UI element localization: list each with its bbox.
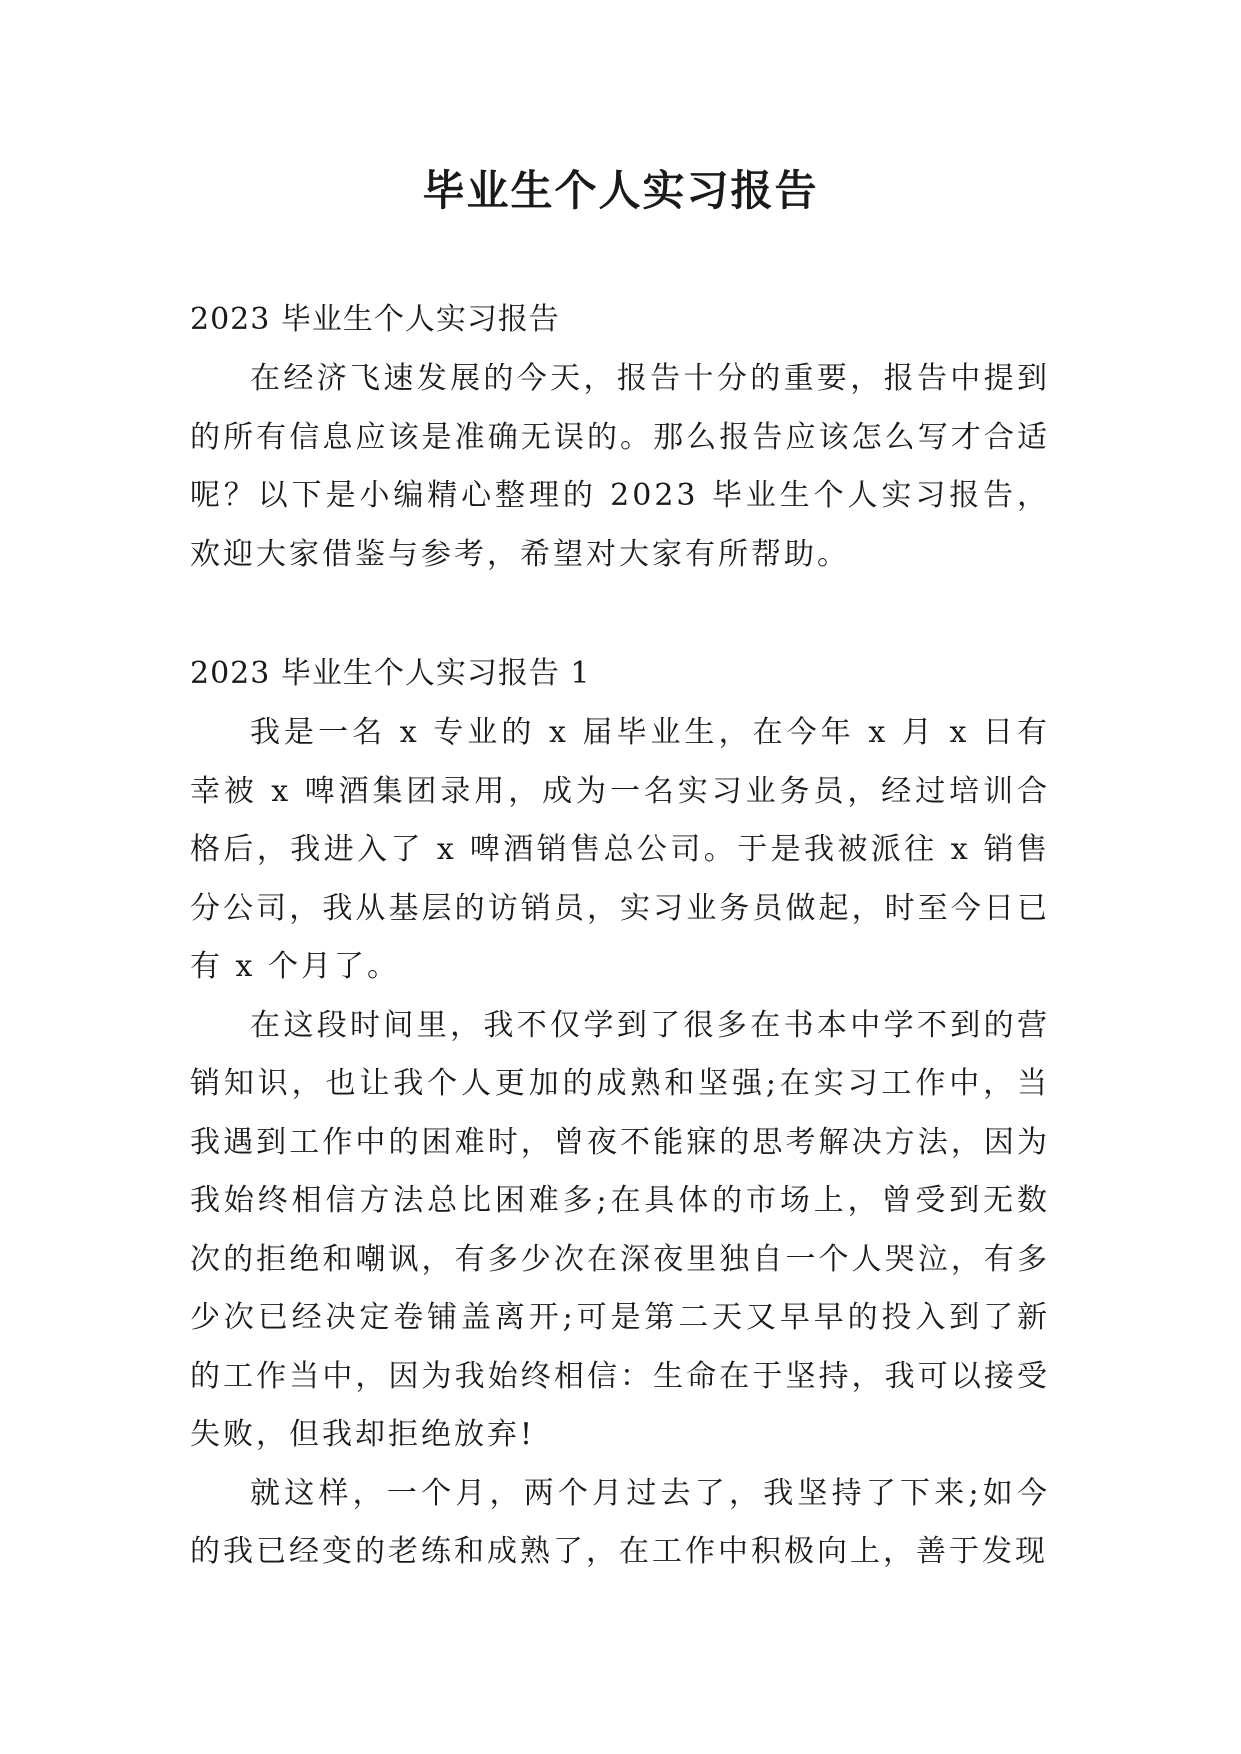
section-heading: 2023 毕业生个人实习报告 1 xyxy=(190,656,591,691)
body-paragraph-3: 就这样，一个月，两个月过去了，我坚持了下来;如今的我已经变的老练和成熟了，在工作中积极向上，善于发现 xyxy=(190,1475,1050,1569)
intro-paragraph: 在经济飞速发展的今天，报告十分的重要，报告中提到的所有信息应该是准确无误的。那么报告应该怎么写才合适呢？以下是小编精心整理的 2023 毕业生个人实习报告，欢迎大家借鉴与参考，希望对大家有所帮助。 xyxy=(190,361,1050,572)
document-title: 毕业生个人实习报告 xyxy=(422,166,819,215)
document-body xyxy=(190,290,1050,1582)
section-spacer xyxy=(190,584,1050,644)
body-paragraph-1: 我是一名 x 专业的 x 届毕业生，在今年 x 月 x 日有幸被 x 啤酒集团录用，成为一名实习业务员，经过培训合格后，我进入了 x 啤酒销售总公司。于是我被派往 x 销售分公司，我从基层的访销员，实习业务员做起，时至今日已有 x 个月了。 xyxy=(190,715,1050,984)
document-subtitle: 2023 毕业生个人实习报告 xyxy=(190,302,560,337)
body-paragraph-2: 在这段时间里，我不仅学到了很多在书本中学不到的营销知识，也让我个人更加的成熟和坚强;在实习工作中，当我遇到工作中的困难时，曾夜不能寐的思考解决方法，因为我始终相信方法总比困难多;在具体的市场上，曾受到无数次的拒绝和嘲讽，有多少次在深夜里独自一个人哭泣，有多少次已经决定卷铺盖离开;可是第二天又早早的投入到了新的工作当中，因为我始终相信：生命在于坚持，我可以接受失败，但我却拒绝放弃! xyxy=(190,1007,1050,1452)
